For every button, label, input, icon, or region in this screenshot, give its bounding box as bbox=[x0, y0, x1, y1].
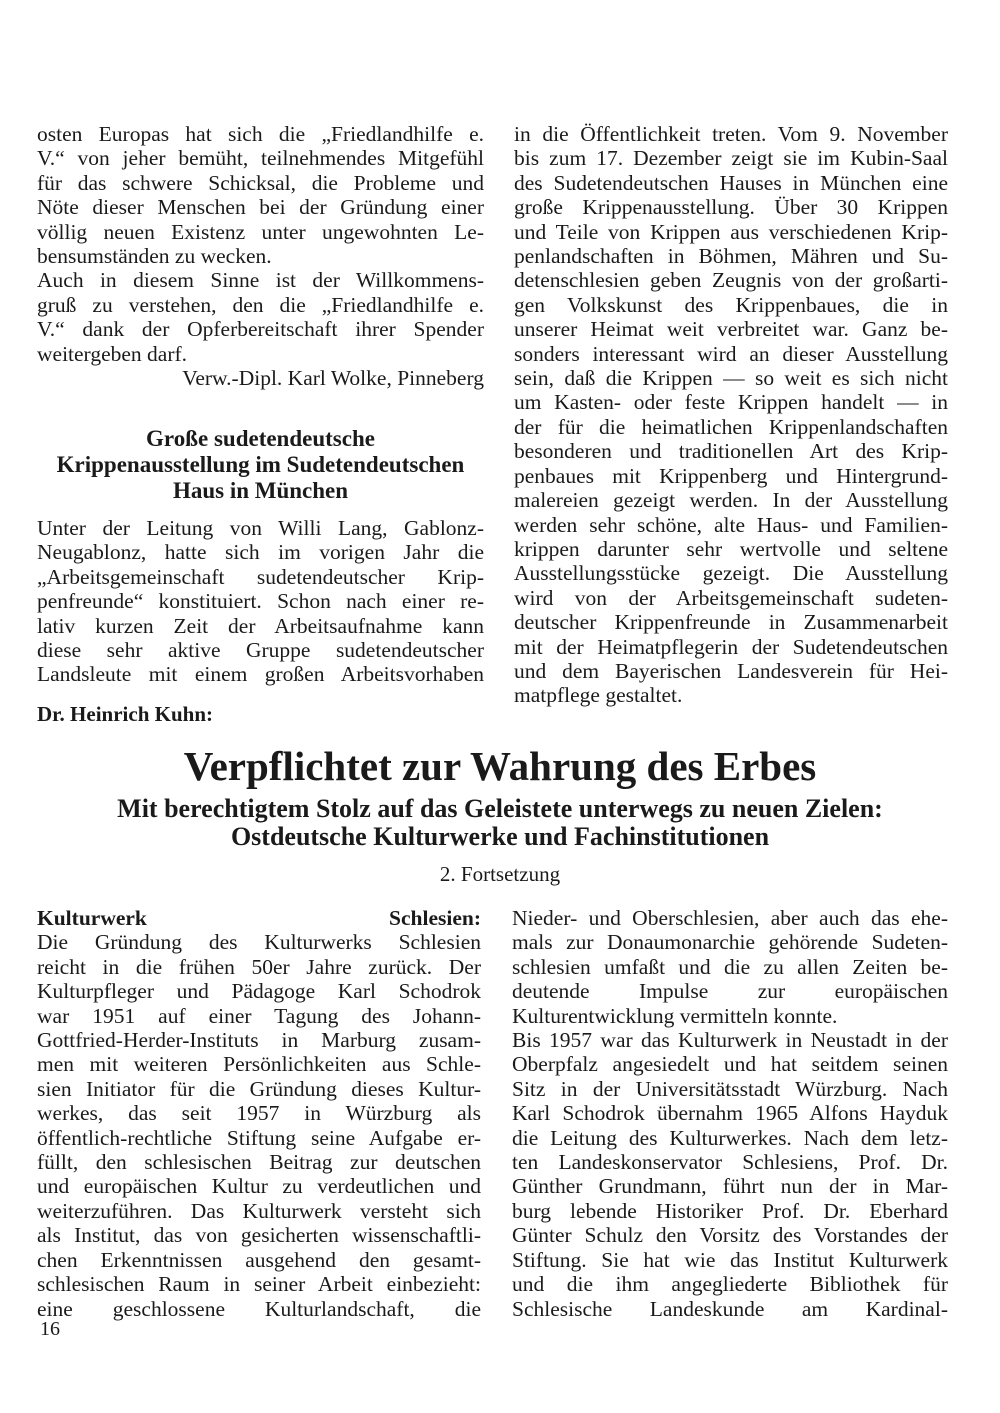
text-line: penfreunde“ konstituiert. Schon nach einer re- bbox=[37, 589, 484, 614]
text-line: war 1951 auf einer Tagung des Johann- bbox=[37, 1003, 481, 1028]
text-line: Ausstellungsstücke gezeigt. Die Ausstellung bbox=[514, 561, 948, 586]
text-line: unserer Heimat weit verbreitet war. Ganz be- bbox=[514, 317, 948, 342]
text-line: Stiftung. Sie hat wie das Institut Kulturwerk bbox=[512, 1247, 948, 1272]
text-line: und europäischen Kultur zu verdeutlichen und bbox=[37, 1174, 481, 1199]
paragraph bbox=[512, 906, 948, 1028]
text-line: und die ihm angegliederte Bibliothek für bbox=[512, 1272, 948, 1297]
text-line: reicht in die frühen 50er Jahre zurück. Der bbox=[37, 954, 481, 979]
text-line: öffentlich-rechtliche Stiftung seine Aufgabe er- bbox=[37, 1125, 481, 1150]
text-line: werden sehr schöne, alte Haus- und Familien- bbox=[514, 512, 948, 537]
text-line: Auch in diesem Sinne ist der Willkommens- bbox=[37, 268, 484, 293]
text-line: mals zur Donaumonarchie gehörende Sudeten- bbox=[512, 930, 948, 955]
text-line: krippen darunter sehr wertvolle und seltene bbox=[514, 536, 948, 561]
text-line: um Kasten- oder feste Krippen handelt — in bbox=[514, 390, 948, 415]
article-body-bottom-left bbox=[37, 906, 481, 1321]
text-line: gen Volkskunst des Krippenbaues, die in bbox=[514, 292, 948, 317]
article-author: Dr. Heinrich Kuhn: bbox=[37, 702, 213, 726]
text-line: detenschlesien geben Zeugnis von der großarti- bbox=[514, 268, 948, 293]
text-line: Unter der Leitung von Willi Lang, Gablonz- bbox=[37, 516, 484, 540]
text-line: ten Landeskonservator Schlesiens, Prof. Dr. bbox=[512, 1150, 948, 1175]
text-line: weiterzuführen. Das Kulturwerk versteht sich bbox=[37, 1198, 481, 1223]
text-line: V.“ von jeher bemüht, teilnehmendes Mitgefühl bbox=[37, 146, 484, 171]
text-line: sien Initiator für die Gründung dieses Kultur- bbox=[37, 1076, 481, 1101]
text-line: als Institut, das von gesicherten wissenschaftli- bbox=[37, 1223, 481, 1248]
text-line: des Sudetendeutschen Hauses in München eine bbox=[514, 170, 948, 195]
author-signature: Verw.-Dipl. Karl Wolke, Pinneberg bbox=[182, 366, 484, 391]
text-line: deutende Impulse zur europäischen bbox=[512, 979, 948, 1004]
text-line: Landsleute mit einem großen Arbeitsvorhaben bbox=[37, 662, 484, 687]
text-line: und Teile von Krippen aus verschiedenen Krip- bbox=[514, 219, 948, 244]
text-line: „Arbeitsgemeinschaft sudetendeutscher Krip- bbox=[37, 564, 484, 589]
article-body-bottom-right bbox=[512, 906, 948, 1321]
text-line: bensumständen zu wecken. bbox=[37, 244, 272, 269]
text-line: Nieder- und Oberschlesien, aber auch das ehe- bbox=[512, 906, 948, 930]
text-line: Oberpfalz angesiedelt und hat seitdem seinen bbox=[512, 1052, 948, 1077]
text-line: penbaues mit Krippenberg und Hintergrund- bbox=[514, 463, 948, 488]
text-line: sonders interessant wird an dieser Ausstellung bbox=[514, 341, 948, 366]
text-line: gruß zu verstehen, den die „Friedlandhilfe e. bbox=[37, 292, 484, 317]
text-line: chen Erkenntnissen ausgehend den gesamt- bbox=[37, 1247, 481, 1272]
text-line: diese sehr aktive Gruppe sudetendeutscher bbox=[37, 638, 484, 663]
text-line: Schlesische Landeskunde am Kardinal- bbox=[512, 1296, 948, 1321]
text-line: matpflege gestaltet. bbox=[514, 683, 683, 708]
text-line: V.“ dank der Opferbereitschaft ihrer Spender bbox=[37, 317, 484, 342]
article-heading bbox=[37, 426, 484, 504]
text-line: osten Europas hat sich die „Friedlandhilfe e. bbox=[37, 122, 484, 146]
text-line: weitergeben darf. bbox=[37, 341, 188, 366]
text-line: deutscher Krippenfreunde in Zusammenarbeit bbox=[514, 610, 948, 635]
subtitle-line: Ostdeutsche Kulturwerke und Fachinstitutionen bbox=[230, 822, 770, 851]
text-line: in die Öffentlichkeit treten. Vom 9. November bbox=[514, 122, 948, 146]
text-line: füllt, den schlesischen Beitrag zur deutschen bbox=[37, 1150, 481, 1175]
text-line: mit der Heimatpflegerin der Sudetendeutschen bbox=[514, 634, 948, 659]
text-line: für das schwere Schicksal, die Probleme und bbox=[37, 170, 484, 195]
paragraph bbox=[37, 122, 484, 268]
text-line: Karl Schodrok übernahm 1965 Alfons Hayduk bbox=[512, 1101, 948, 1126]
heading-line: Große sudetendeutsche bbox=[146, 426, 375, 451]
heading-line: Haus in München bbox=[172, 478, 349, 503]
paragraph bbox=[37, 268, 484, 366]
paragraph bbox=[512, 1028, 948, 1321]
text-line: men mit weiteren Persönlichkeiten aus Schle- bbox=[37, 1052, 481, 1077]
text-line: die Leitung des Kulturwerkes. Nach dem letz- bbox=[512, 1125, 948, 1150]
text-line: große Krippenausstellung. Über 30 Krippen bbox=[514, 195, 948, 220]
text-line: Die Gründung des Kulturwerks Schlesien bbox=[37, 930, 481, 955]
text-line: sein, daß die Krippen — so weit es sich nicht bbox=[514, 366, 948, 391]
article-title: Verpflichtet zur Wahrung des Erbes bbox=[183, 743, 817, 789]
text-line: penlandschaften in Böhmen, Mähren und Su- bbox=[514, 244, 948, 269]
subtitle-line: Mit berechtigtem Stolz auf das Geleistete unterwegs zu neuen Zielen: bbox=[117, 794, 883, 823]
text-line: der für die heimatlichen Krippenlandschaften bbox=[514, 414, 948, 439]
text-line: werkes, das seit 1957 in Würzburg als bbox=[37, 1101, 481, 1126]
continuation-note: 2. Fortsetzung bbox=[439, 862, 561, 886]
text-line: Nöte dieser Menschen bei der Gründung einer bbox=[37, 195, 484, 220]
text-line: völlig neuen Existenz unter ungewohnten Le- bbox=[37, 219, 484, 244]
text-line: malereien gezeigt werden. In der Ausstellung bbox=[514, 488, 948, 513]
text-line: und dem Bayerischen Landesverein für Hei- bbox=[514, 658, 948, 683]
text-line: burg lebende Historiker Prof. Dr. Eberhard bbox=[512, 1198, 948, 1223]
text-line: Neugablonz, hatte sich im vorigen Jahr die bbox=[37, 540, 484, 565]
text-column-top-left bbox=[37, 122, 484, 390]
text-line: Günter Schulz den Vorsitz des Vorstandes der bbox=[512, 1223, 948, 1248]
section-label: Kulturwerk Schlesien: bbox=[37, 906, 481, 930]
text-line: schlesien umfaßt und die zu allen Zeiten be- bbox=[512, 954, 948, 979]
text-line: Kulturpfleger und Pädagoge Karl Schodrok bbox=[37, 979, 481, 1004]
text-line: schlesischen Raum in seiner Arbeit einbezieht: bbox=[37, 1272, 481, 1297]
text-line: eine geschlossene Kulturlandschaft, die bbox=[37, 1296, 481, 1321]
text-line: Kulturentwicklung vermitteln konnte. bbox=[512, 1003, 838, 1028]
text-line: Bis 1957 war das Kulturwerk in Neustadt in der bbox=[512, 1028, 948, 1053]
text-column-top-right bbox=[514, 122, 948, 708]
text-line: bis zum 17. Dezember zeigt sie im Kubin-Saal bbox=[514, 146, 948, 171]
heading-line: Krippenausstellung im Sudetendeutschen bbox=[56, 452, 465, 477]
text-line: Gottfried-Herder-Instituts in Marburg zusam- bbox=[37, 1028, 481, 1053]
text-line: Günther Grundmann, führt nun der in Mar- bbox=[512, 1174, 948, 1199]
text-line: wird von der Arbeitsgemeinschaft sudeten- bbox=[514, 585, 948, 610]
text-line: Sitz in der Universitätsstadt Würzburg. Nach bbox=[512, 1076, 948, 1101]
page-number: 16 bbox=[40, 1318, 60, 1340]
article-body-left bbox=[37, 516, 484, 687]
text-line: besonderen und traditionellen Art des Krip- bbox=[514, 439, 948, 464]
article-subtitle bbox=[40, 795, 960, 851]
text-line: lativ kurzen Zeit der Arbeitsaufnahme kann bbox=[37, 613, 484, 638]
